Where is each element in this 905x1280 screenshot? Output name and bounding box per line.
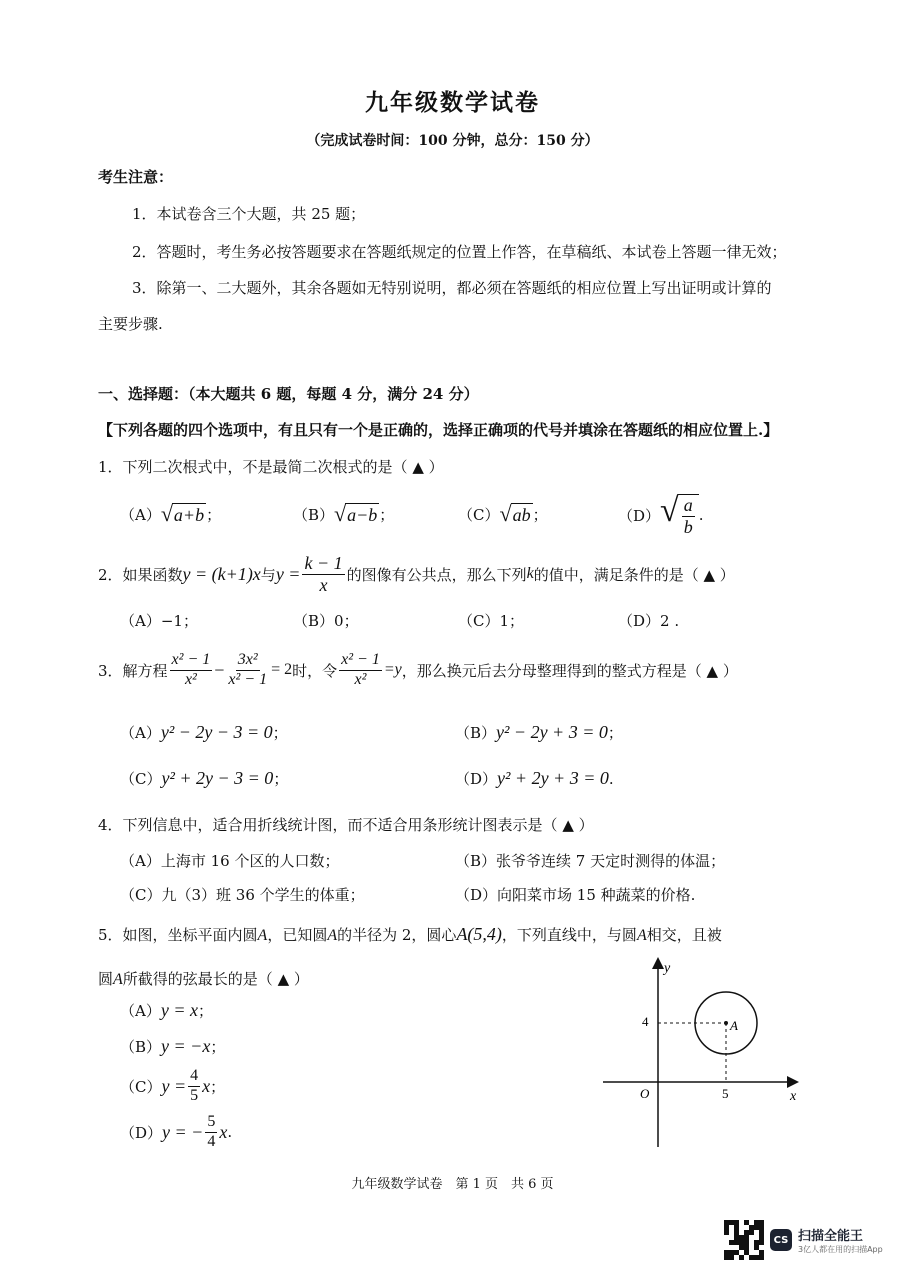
q5-var-a3: A <box>636 927 647 944</box>
q5-var-a1: A <box>257 927 268 944</box>
q1-radicand-c: ab <box>512 505 531 525</box>
notice-item-3: 3．除第一、二大题外，其余各题如无特别说明，都必须在答题纸的相应位置上写出证明或计算的 <box>132 279 772 297</box>
q4-option-a: （A）上海市 16 个区的人口数； <box>120 852 340 870</box>
q3-option-d <box>455 768 614 789</box>
q5-sep-a: ； <box>197 1002 213 1020</box>
q1-option-b <box>293 503 394 526</box>
notice-item-3-cont: 主要步骤. <box>98 315 163 333</box>
q1-expr-a: √ a+b <box>160 501 205 526</box>
q1-radicand-a: a+b <box>173 505 205 525</box>
q5-d-den: 4 <box>207 1132 216 1150</box>
q3-expr-d: y² + 2y + 3 = 0 <box>497 768 609 788</box>
q3-expr-c: y² + 2y − 3 = 0 <box>161 768 274 788</box>
q2-var: k <box>526 565 534 583</box>
q3-option-b <box>455 722 623 743</box>
section1-heading: 一、选择题：（本大题共 6 题，每题 4 分，满分 24 分） <box>98 385 479 403</box>
y-axis-label: y <box>664 961 671 976</box>
q5-var-a2: A <box>327 927 338 944</box>
q4-option-b: （B）张爷爷连续 7 天定时测得的体温； <box>455 852 726 870</box>
scanner-watermark <box>724 1220 883 1260</box>
q5-text-a: 5．如图，坐标平面内圆 <box>98 926 258 944</box>
q5-expr-d-frac <box>205 1114 217 1151</box>
q2-stem <box>98 554 735 595</box>
notice-item-2: 2．答题时，考生务必按答题要求在答题纸规定的位置上作答，在草稿纸、本试卷上答题一律无效； <box>132 243 787 261</box>
q3-prefix: 3．解方程 <box>98 661 168 680</box>
q2-func2-lhs: y = <box>275 563 301 584</box>
q5-expr-d-lhs: y = − <box>162 1121 204 1142</box>
q3-sep-b: ； <box>607 724 623 742</box>
q1-sep-c: ； <box>532 506 548 524</box>
q1-sep-b: ； <box>379 506 395 524</box>
q3-eqy: =y <box>383 661 402 679</box>
q1-expr-c: √ ab <box>499 501 531 526</box>
q1-option-c <box>458 503 548 526</box>
q1-expr-d: √ $\frac{a}{b}$ <box>660 494 699 537</box>
q5-stem-line1 <box>98 924 722 945</box>
q1-option-d <box>618 494 703 537</box>
q5-option-c <box>120 1068 225 1105</box>
q2-mid1: 与 <box>260 565 276 584</box>
q1-label-a: （A） <box>120 506 161 524</box>
q5-expr-d-var: x <box>219 1121 228 1142</box>
q3-label-d: （D） <box>455 770 498 788</box>
q2-option-a: （A）−1； <box>120 612 198 630</box>
q1-option-a <box>120 503 221 526</box>
q3-stem <box>98 652 738 689</box>
q1-radicand-b: a−b <box>347 505 378 525</box>
q5-text-f: 圆 <box>98 970 114 988</box>
center-point <box>724 1021 728 1025</box>
point-a-label: A <box>730 1018 738 1033</box>
q3-eq: = 2 <box>271 661 293 679</box>
q5-sep-c: ； <box>210 1077 226 1096</box>
q3-label-c: （C） <box>120 770 162 788</box>
q5-text-g: 所截得的弦最长的是（ ▲ ） <box>122 970 309 988</box>
q1-frac-num: a <box>683 495 693 515</box>
q4-option-c: （C）九（3）班 36 个学生的体重； <box>120 886 365 904</box>
q2-prefix: 2．如果函数 <box>98 565 183 584</box>
q2-func2-num: k − 1 <box>304 553 343 573</box>
q1-sep-a: ； <box>206 506 222 524</box>
notice-heading: 考生注意： <box>98 168 174 186</box>
q1-expr-b: √ a−b <box>334 501 378 526</box>
page-footer: 九年级数学试卷 第 1 页 共 6 页 <box>351 1177 554 1192</box>
qr-code-icon <box>724 1220 764 1260</box>
q2-mid2: 的图像有公共点，那么下列 <box>346 565 527 584</box>
origin-label: O <box>640 1086 650 1101</box>
q2-option-d: （D）2 . <box>618 612 680 630</box>
q3-label-b: （B） <box>455 724 497 742</box>
q3-f3-num: x² − 1 <box>339 652 382 671</box>
notice-item-1: 1．本试卷含三个大题，共 25 题； <box>132 205 366 223</box>
q5-expr-b: y = −x <box>161 1036 211 1056</box>
q5-sep-d: . <box>227 1123 233 1142</box>
q3-frac-1 <box>170 652 213 689</box>
q5-expr-c-lhs: y = <box>161 1075 187 1096</box>
q2-suffix: 的值中，满足条件的是（ ▲ ） <box>533 565 735 584</box>
q3-label-a: （A） <box>120 724 161 742</box>
q5-label-a: （A） <box>120 1002 161 1020</box>
q3-f2-den: x² − 1 <box>228 670 268 688</box>
q3-minus: − <box>214 659 225 680</box>
q5-figure <box>598 952 818 1152</box>
q3-expr-a: y² − 2y − 3 = 0 <box>160 722 273 742</box>
q5-expr-c-frac <box>188 1068 200 1105</box>
tick-x-label: 5 <box>722 1086 729 1101</box>
q3-mid: 时，令 <box>292 661 338 680</box>
camscanner-logo-icon: CS <box>770 1229 792 1251</box>
q1-sep-d: . <box>698 506 704 525</box>
exam-title: 九年级数学试卷 <box>365 89 540 116</box>
scanner-name: 扫描全能王 <box>798 1229 864 1244</box>
q5-c-num: 4 <box>188 1068 200 1087</box>
q5-label-d: （D） <box>120 1123 163 1142</box>
q5-text-e: 相交，且被 <box>646 926 722 944</box>
q5-expr-a: y = x <box>160 1000 198 1020</box>
q5-center: A(5,4) <box>456 924 502 944</box>
q3-f2-num: 3x² <box>236 652 260 671</box>
q5-text-d: ，下列直线中，与圆 <box>501 926 637 944</box>
q3-suffix: ，那么换元后去分母整理得到的整式方程是（ ▲ ） <box>401 661 738 680</box>
q3-option-c <box>120 768 288 789</box>
q2-option-c: （C）1； <box>458 612 525 630</box>
q5-text-b: ，已知圆 <box>267 926 328 944</box>
q2-func2-den: x <box>319 574 328 595</box>
q3-f3-den: x² <box>354 670 367 688</box>
q3-expr-b: y² − 2y + 3 = 0 <box>496 722 608 742</box>
q5-option-b <box>120 1036 225 1057</box>
q5-label-b: （B） <box>120 1038 162 1056</box>
q3-sep-d: . <box>608 770 614 788</box>
q1-label-d: （D） <box>618 506 661 525</box>
q3-f1-den: x² <box>184 670 197 688</box>
tick-y-label: 4 <box>642 1014 649 1029</box>
q1-label-c: （C） <box>458 506 500 524</box>
q2-func1: y = (k+1)x <box>182 563 261 584</box>
q1-stem: 1．下列二次根式中，不是最简二次根式的是（ ▲ ） <box>98 458 444 476</box>
q4-stem: 4．下列信息中，适合用折线统计图，而不适合用条形统计图表示是（ ▲ ） <box>98 816 594 834</box>
q2-option-b: （B）0； <box>293 612 359 630</box>
scanner-slogan: 3亿人都在用的扫描App <box>798 1245 883 1254</box>
q3-sep-c: ； <box>273 770 289 788</box>
q1-frac-den: b <box>683 516 693 537</box>
q3-option-a <box>120 722 288 743</box>
q3-frac-3 <box>339 652 382 689</box>
q5-c-den: 5 <box>190 1086 199 1104</box>
q3-frac-2 <box>226 652 269 689</box>
q5-sep-b: ； <box>210 1038 226 1056</box>
q5-expr-c-var: x <box>202 1075 211 1096</box>
x-axis-label: x <box>790 1089 797 1104</box>
q2-func2-frac <box>302 554 344 595</box>
q5-option-d <box>120 1114 232 1151</box>
q5-var-a4: A <box>113 971 123 988</box>
section1-instruction: 【下列各题的四个选项中，有且只有一个是正确的，选择正确项的代号并填涂在答题纸的相应位置上.】 <box>98 421 779 439</box>
q3-sep-a: ； <box>272 724 288 742</box>
exam-subtitle: （完成试卷时间：100 分钟，总分：150 分） <box>306 133 599 149</box>
q4-option-d: （D）向阳菜市场 15 种蔬菜的价格. <box>455 886 696 904</box>
q3-f1-num: x² − 1 <box>170 652 213 671</box>
q5-stem-line2 <box>98 968 309 989</box>
q5-text-c: 的半径为 2，圆心 <box>337 926 457 944</box>
q1-label-b: （B） <box>293 506 335 524</box>
q5-d-num: 5 <box>205 1114 217 1133</box>
q5-label-c: （C） <box>120 1077 162 1096</box>
q5-option-a <box>120 1000 213 1021</box>
